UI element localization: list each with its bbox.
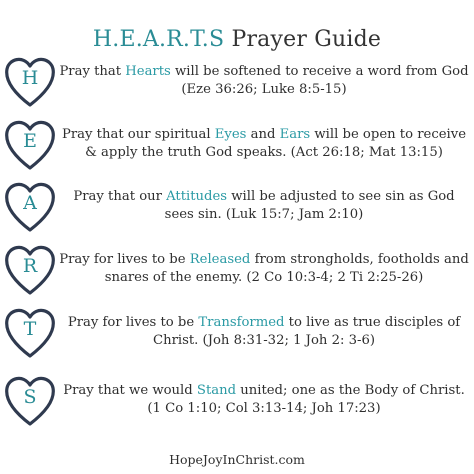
text-segment: will be open to receive & apply the truth God speaks. (Act 26:18; Mat 13:15): [85, 127, 467, 160]
keyword-highlight: Eyes: [214, 127, 247, 142]
text-segment: will be softened to receive a word from God (Eze 36:26; Luke 8:5-15): [170, 64, 469, 97]
text-segment: Pray for lives to be: [67, 315, 199, 330]
heart-outline-icon: [3, 115, 57, 173]
keyword-highlight: Stand: [196, 383, 237, 398]
keyword-highlight: Ears: [279, 127, 311, 142]
title-rest: Prayer Guide: [231, 27, 382, 52]
prayer-item-stand: [0, 371, 474, 431]
prayer-item-attitudes: [0, 177, 474, 237]
prayer-text: [58, 371, 470, 429]
prayer-text: [58, 303, 470, 361]
heart-outline-icon: [3, 303, 57, 361]
prayer-item-released: [0, 240, 474, 300]
prayer-text: [58, 115, 470, 173]
prayer-paragraph: [58, 188, 470, 224]
prayer-text: [58, 177, 470, 235]
text-segment: Pray that we would: [63, 383, 197, 398]
heart-letter: R: [22, 255, 38, 277]
text-segment: united; one as the Body of Christ. (1 Co 1:10; Col 3:13-14; Joh 17:23): [147, 383, 465, 416]
prayer-text: [58, 52, 470, 110]
heart-outline-icon: [3, 371, 57, 429]
keyword-highlight: Hearts: [125, 64, 171, 79]
text-segment: Pray that our: [73, 189, 167, 204]
prayer-paragraph: [58, 126, 470, 162]
heart-outline-icon: [3, 177, 57, 235]
keyword-highlight: Transformed: [198, 315, 285, 330]
heart-outline-icon: [3, 52, 57, 110]
heart-letter: H: [21, 67, 39, 89]
heart-letter: E: [23, 130, 37, 152]
text-segment: Pray for lives to be: [59, 252, 190, 267]
text-segment: to live as true disciples of Christ. (Joh 8:31-32; 1 Joh 2: 3-6): [153, 315, 461, 348]
prayer-paragraph: [58, 382, 470, 418]
heart-letter: A: [23, 192, 37, 214]
heart-letter: T: [23, 318, 37, 340]
heart-outline-icon: [3, 240, 57, 298]
prayer-paragraph: [58, 314, 470, 350]
prayer-item-transformed: [0, 303, 474, 363]
page-title: [0, 27, 474, 52]
heart-letter: S: [23, 386, 37, 408]
text-segment: Pray that: [59, 64, 126, 79]
text-segment: will be adjusted to see sin as God sees sin. (Luk 15:7; Jam 2:10): [164, 189, 455, 222]
keyword-highlight: Released: [189, 252, 251, 267]
title-acronym: H.E.A.R.T.S: [92, 27, 225, 52]
prayer-text: [58, 240, 470, 298]
text-segment: Pray that our spiritual: [61, 127, 215, 142]
prayer-item-eyes-ears: [0, 115, 474, 175]
website-footer: HopeJoyInChrist.com: [169, 452, 305, 467]
prayer-item-hearts: [0, 52, 474, 112]
text-segment: and: [246, 127, 280, 142]
keyword-highlight: Attitudes: [166, 189, 228, 204]
prayer-paragraph: [58, 251, 470, 287]
text-segment: from strongholds, footholds and snares of the enemy. (2 Co 10:3-4; 2 Ti 2:25-26): [104, 252, 469, 285]
prayer-paragraph: [58, 63, 470, 99]
